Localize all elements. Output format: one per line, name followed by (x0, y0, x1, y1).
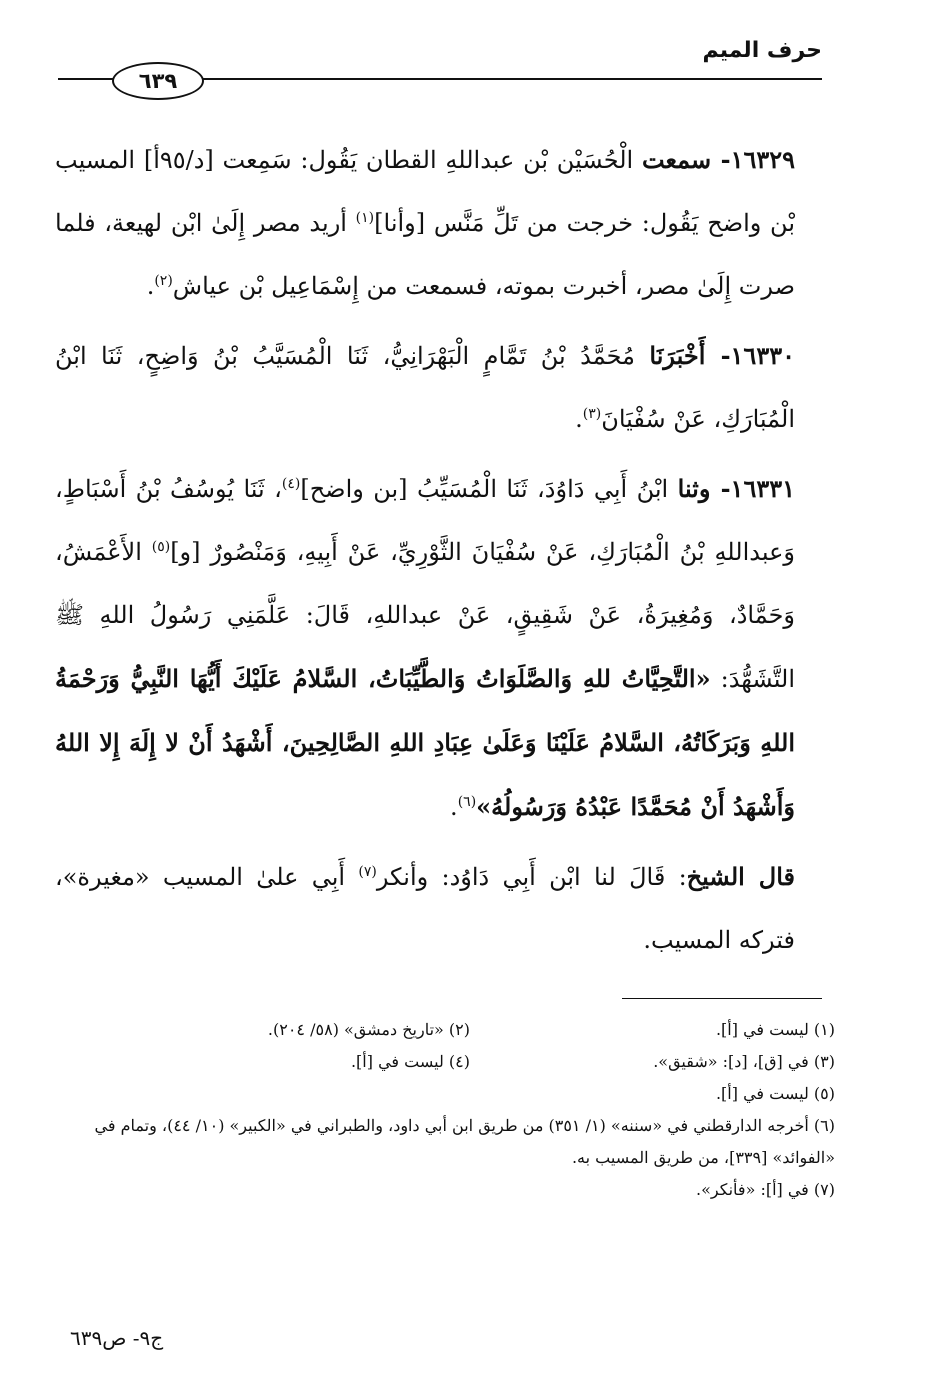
footnote-3: (٣) في [ق]، [د]: «شقيق». (653, 1052, 835, 1071)
footnote-row (55, 1174, 835, 1206)
footnote-row (55, 1014, 835, 1046)
footnote-ref[interactable]: (٣) (582, 406, 602, 422)
footnote-1: (١) ليست في [أ]. (715, 1020, 835, 1039)
text-run: أَبِي علىٰ المسيب «مغيرة»، فتركه المسيب. (55, 863, 795, 954)
footnote-row (55, 1110, 835, 1174)
volume-page-reference: ج٩- ص٦٣٩ (70, 1326, 164, 1350)
text-run: . (146, 272, 155, 300)
footnote-ref[interactable]: (٤) (281, 476, 301, 492)
text-run: ، ثَنَا يُوسُفُ بْنُ أَسْبَاطٍ، وَعبداللهِ بْنُ الْمُبَارَكِ، عَنْ سُفْيَانَ الثَّوْرِيِّ، عَنْ أَبِيهِ، وَمَنْصُورٌ [و] (55, 475, 795, 566)
text-run: الأَعْمَشُ، وَحَمَّادٌ، وَمُغِيرَةُ، عَنْ شَقِيقٍ، عَنْ عبداللهِ، قَالَ: عَلَّمَنِي رَسُولُ اللهِ ﷺ التَّشَهُّدَ: (55, 538, 795, 693)
paragraph-16331 (55, 457, 795, 839)
tashahhud-text: «التَّحِيَّاتُ للهِ وَالصَّلَوَاتُ وَالطَّيِّبَاتُ، السَّلامُ عَلَيْكَ أَيُّهَا النَّبِيُّ وَرَحْمَةُ اللهِ وَبَرَكَاتُهُ، السَّلامُ عَلَيْنَا وَعَلَىٰ عِبَادِ اللهِ الصَّالِحِينَ، أَشْهَدُ أَنْ لا إِلَهَ إِلا اللهُ وَأَشْهَدُ أَنْ مُحَمَّدًا عَبْدُهُ وَرَسُولُهُ» (55, 664, 795, 821)
footnote-row (55, 1046, 835, 1078)
footnote-6: (٦) أخرجه الدارقطني في «سننه» (١/ ٣٥١) من طريق ابن أبي داود، والطبراني في «الكبير» (١٠/ ٤٤)، وتمام في «الفوائد» [٣٣٩]، من طريق المسيب به. (94, 1116, 835, 1167)
footnote-ref[interactable]: (٦) (457, 794, 477, 810)
footnote-2: (٢) «تاريخ دمشق» (٥٨/ ٢٠٤). (267, 1020, 470, 1039)
text-run: . (450, 793, 458, 821)
hadith-number: ١٦٣٢٩- (711, 145, 796, 174)
text-run: ابْنُ أَبِي دَاوُدَ، ثَنَا الْمُسَيِّبُ [بن واضح] (300, 475, 678, 503)
main-text (55, 128, 795, 978)
text-run: : قَالَ لنا ابْن أَبِي دَاوُد: وأنكر (376, 863, 687, 891)
keyword: قال الشيخ (686, 862, 796, 891)
footnote-rule (622, 998, 822, 999)
footnote-5: (٥) ليست في [أ]. (715, 1084, 835, 1103)
footnote-7: (٧) في [أ]: «فأنكر». (696, 1180, 835, 1199)
paragraph-16329 (55, 128, 795, 318)
keyword: أَخْبَرَنَا (649, 341, 706, 370)
chapter-title: حرف الميم (702, 38, 822, 63)
paragraph-sheikh (55, 845, 795, 972)
page-number-badge: ٦٣٩ (112, 62, 204, 100)
paragraph-16330 (55, 324, 795, 451)
text-run: الْحُسَيْن بْن عبداللهِ القطان يَقُول: سَمِعت [د/٩٥أ] المسيب بْن واضح يَقُول: خرجت من تَلِّ مَنَّس [وأنا] (55, 146, 796, 237)
footnotes (55, 1014, 835, 1206)
footnote-ref[interactable]: (١) (355, 210, 375, 226)
keyword: سمعت (641, 145, 712, 174)
hadith-number: ١٦٣٣٠- (705, 341, 795, 370)
text-run: . (575, 405, 583, 433)
footnote-4: (٤) ليست في [أ]. (350, 1052, 470, 1071)
footnote-row (55, 1078, 835, 1110)
text-run: مُحَمَّدُ بْنُ تَمَّامٍ الْبَهْرَانِيُّ، ثَنَا الْمُسَيَّبُ بْنُ وَاضِحٍ، ثَنَا ابْنُ الْمُبَارَكِ، عَنْ سُفْيَانَ (55, 342, 795, 433)
footnote-ref[interactable]: (٥) (151, 539, 171, 555)
text-run: أريد مصر إِلَىٰ ابْن لهيعة، فلما صرت إِلَىٰ مصر، أخبرت بموته، فسمعت من إِسْمَاعِيل بْن عياش (55, 209, 795, 300)
footnote-ref[interactable]: (٢) (154, 273, 173, 289)
footnote-ref[interactable]: (٧) (358, 864, 377, 880)
hadith-number: ١٦٣٣١- (710, 474, 795, 503)
keyword: وثنا (677, 474, 711, 503)
